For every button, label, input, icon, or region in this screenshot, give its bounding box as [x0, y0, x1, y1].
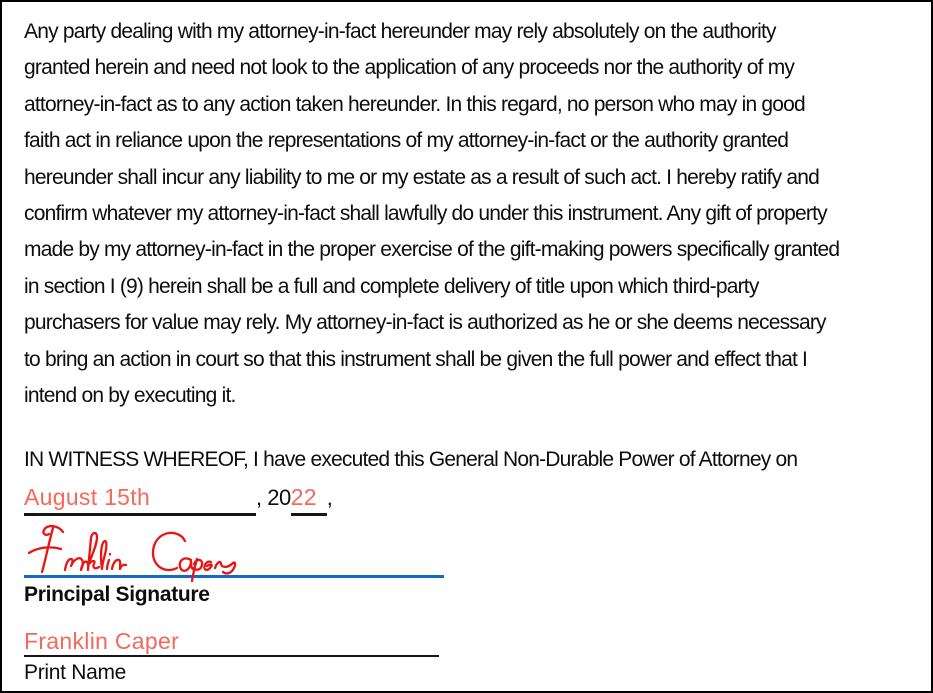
paragraph-line: to bring an action in court so that this instrument shall be given the full power and effect that I: [24, 347, 808, 371]
print-name-value: Franklin Caper: [24, 627, 180, 654]
date-separator: , 20: [256, 484, 291, 510]
date-month-field[interactable]: [24, 482, 256, 516]
paragraph-line: granted herein and need not look to the application of any proceeds nor the authority of my: [24, 56, 795, 80]
date-year-value: 22: [290, 483, 317, 510]
date-month-value: August 15th: [24, 483, 151, 510]
paragraph-line: made by my attorney-in-fact in the proper exercise of the gift-making powers specifically granted: [24, 238, 840, 262]
paragraph-line: faith act in reliance upon the representations of my attorney-in-fact or the authority granted: [24, 129, 789, 153]
date-year-field[interactable]: [291, 482, 327, 516]
paragraph-line: purchasers for value may rely. My attorney-in-fact is authorized as he or she deems necessary: [24, 311, 826, 335]
witness-clause: IN WITNESS WHEREOF, I have executed this General Non-Durable Power of Attorney on: [24, 448, 798, 472]
signature-ink: [21, 520, 233, 584]
paragraph-line: intend on by executing it.: [24, 384, 236, 408]
principal-signature-label: Principal Signature: [24, 582, 210, 606]
paragraph-line: hereunder shall incur any liability to me or my estate as a result of such act. I hereby ratify and: [24, 165, 820, 189]
paragraph-line: Any party dealing with my attorney-in-fact hereunder may rely absolutely on the authority: [24, 20, 776, 43]
legal-paragraph: [24, 14, 909, 414]
print-name-label: Print Name: [24, 660, 127, 684]
date-trailing-comma: ,: [326, 484, 333, 510]
execution-date-line: [24, 482, 909, 516]
paragraph-line: in section I (9) herein shall be a full and complete delivery of title upon which third-party: [24, 274, 759, 298]
principal-signature-field[interactable]: [24, 524, 444, 578]
print-name-field[interactable]: [24, 629, 439, 657]
paragraph-line: confirm whatever my attorney-in-fact shall lawfully do under this instrument. Any gift of property: [24, 202, 827, 226]
paragraph-line: attorney-in-fact as to any action taken hereunder. In this regard, no person who may in good: [24, 92, 805, 116]
